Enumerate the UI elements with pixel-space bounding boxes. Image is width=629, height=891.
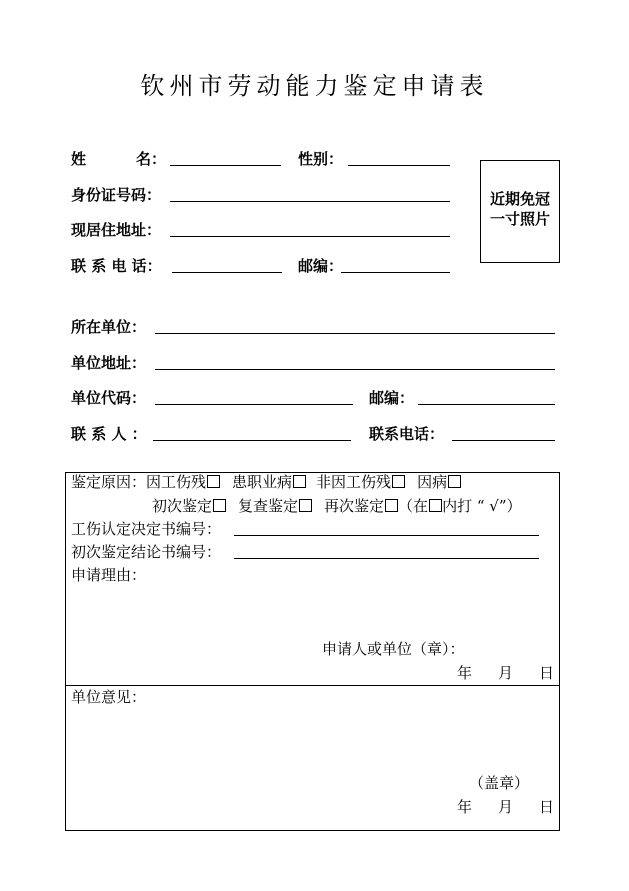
postcode-field[interactable] (341, 272, 450, 273)
phone-label: 联 系 电 话： (71, 257, 162, 275)
appraisal-reason-label: 鉴定原因： (71, 473, 147, 491)
unit-field[interactable] (155, 333, 555, 334)
phone-field[interactable] (172, 272, 282, 273)
name-field[interactable] (170, 165, 281, 166)
checkbox-initial[interactable] (213, 499, 226, 512)
unit-label: 所在单位： (71, 318, 147, 336)
type-initial: 初次鉴定 (152, 497, 213, 515)
checkbox-work-injury[interactable] (207, 475, 220, 488)
type-review: 复查鉴定 (238, 497, 299, 515)
opinion-day: 日 (539, 798, 555, 816)
id-number-field[interactable] (170, 201, 450, 202)
seal-label: （盖章） (469, 774, 530, 792)
applicant-month: 月 (498, 664, 514, 682)
opinion-month: 月 (498, 798, 514, 816)
first-conclusion-label: 初次鉴定结论书编号： (71, 543, 222, 561)
hint-suffix: 内打 “ √”） (442, 497, 522, 515)
name-label-part1: 姓 (71, 150, 87, 168)
gender-field[interactable] (348, 165, 450, 166)
contact-phone-field[interactable] (452, 440, 555, 441)
hint-prefix: （在 (398, 497, 429, 515)
opinion-year: 年 (457, 798, 473, 816)
contact-label: 联 系 人 ： (71, 425, 147, 443)
unit-code-field[interactable] (155, 404, 353, 405)
photo-caption-line2: 一寸照片 (489, 210, 550, 228)
reason-work-injury: 因工伤残 (146, 473, 207, 491)
checkbox-illness[interactable] (448, 475, 461, 488)
reason-text-label: 申请理由： (71, 566, 147, 584)
contact-phone-label: 联系电话： (369, 425, 445, 443)
contact-field[interactable] (153, 440, 351, 441)
reason-non-work-injury: 非因工伤残 (316, 473, 392, 491)
address-field[interactable] (170, 236, 450, 237)
checkbox-reappraisal[interactable] (385, 499, 398, 512)
applicant-day: 日 (539, 664, 555, 682)
reason-occupational-disease: 患职业病 (232, 473, 293, 491)
photo-box[interactable] (480, 160, 560, 263)
unit-postcode-label: 邮编： (369, 389, 415, 407)
first-conclusion-field[interactable] (234, 558, 539, 559)
postcode-label: 邮编： (298, 257, 344, 275)
applicant-signature-label: 申请人或单位（章）： (322, 640, 465, 658)
hint-box-icon (429, 499, 442, 512)
unit-postcode-field[interactable] (418, 404, 555, 405)
reason-illness: 因病 (417, 473, 448, 491)
id-number-label: 身份证号码： (71, 186, 162, 204)
name-label-part2: 名： (136, 150, 167, 168)
checkbox-review[interactable] (299, 499, 312, 512)
unit-code-label: 单位代码： (71, 389, 147, 407)
photo-caption-line1: 近期免冠 (489, 190, 550, 208)
checkbox-non-work-injury[interactable] (392, 475, 405, 488)
unit-opinion-label: 单位意见： (71, 688, 147, 706)
injury-cert-field[interactable] (234, 535, 539, 536)
checkbox-occupational-disease[interactable] (293, 475, 306, 488)
applicant-year: 年 (457, 664, 473, 682)
unit-address-field[interactable] (155, 369, 555, 370)
page-title: 钦州市劳动能力鉴定申请表 (140, 72, 489, 100)
box-divider (65, 685, 560, 686)
gender-label: 性别： (298, 150, 344, 168)
appraisal-type-row (152, 497, 522, 515)
type-reappraisal: 再次鉴定 (324, 497, 385, 515)
unit-address-label: 单位地址： (71, 354, 147, 372)
address-label: 现居住地址： (71, 221, 162, 239)
appraisal-reason-row (71, 473, 461, 491)
injury-cert-label: 工伤认定决定书编号： (71, 520, 222, 538)
